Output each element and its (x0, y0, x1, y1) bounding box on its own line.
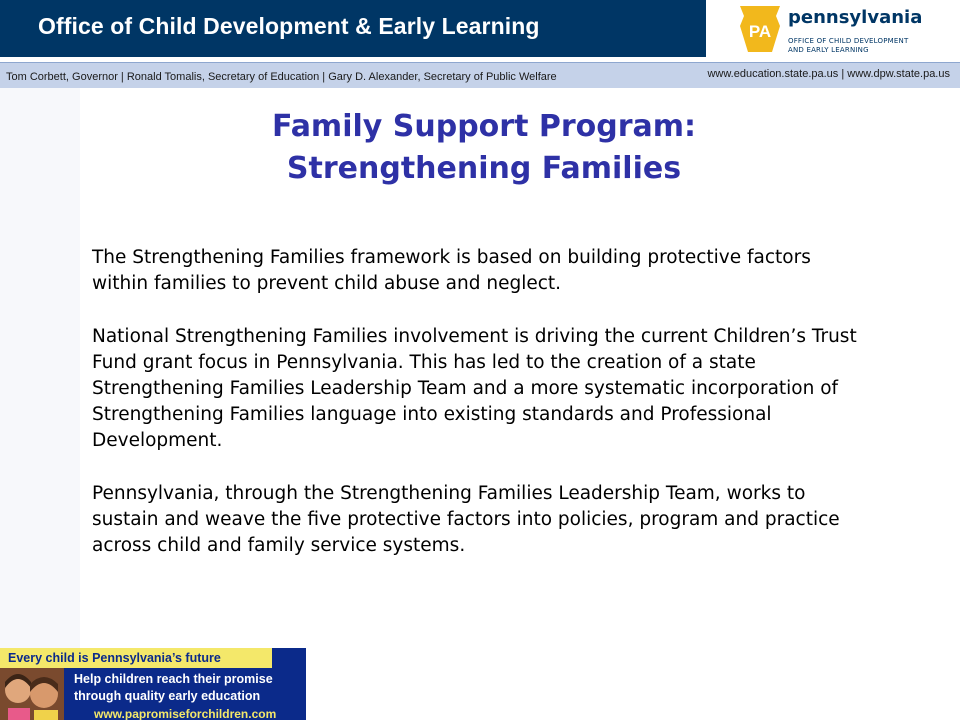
office-title: Office of Child Development & Early Learning (38, 13, 540, 39)
website-links[interactable]: www.education.state.pa.us | www.dpw.state.pa.us (707, 68, 950, 80)
paragraph-line: within families to prevent child abuse and neglect. (92, 273, 562, 294)
header-bar (0, 0, 960, 62)
paragraph-line: The Strengthening Families framework is based on building protective factors (92, 247, 811, 268)
banner-yellow-strip (0, 648, 272, 668)
slide-title-line2: Strengthening Families (286, 151, 682, 186)
logo-wordmark: pennsylvania (788, 7, 923, 28)
keystone-icon (738, 4, 782, 54)
paragraph-line: across child and family service systems. (92, 535, 466, 556)
left-decoration-strip (0, 88, 80, 648)
children-photo-icon (0, 668, 64, 720)
slide-title-line1: Family Support Program: (271, 109, 697, 144)
paragraph-line: Strengthening Families Leadership Team and a more systematic incorporation of (92, 378, 839, 399)
logo-mark-text: PA (748, 22, 772, 41)
promise-banner (0, 648, 306, 720)
paragraph-framework (92, 245, 912, 297)
logo-subtitle-line1: OFFICE OF CHILD DEVELOPMENT (788, 37, 909, 45)
title-band (0, 0, 706, 57)
paragraph-national-involvement (92, 324, 912, 454)
paragraph-line: Strengthening Families language into existing standards and Professional (92, 404, 772, 425)
paragraph-line: National Strengthening Families involvement is driving the current Children’s Trust (92, 326, 857, 347)
officials-band (0, 62, 960, 88)
paragraph-line: sustain and weave the five protective factors into policies, program and practice (92, 509, 840, 530)
officials-text: Tom Corbett, Governor | Ronald Tomalis, Secretary of Education | Gary D. Alexander, Secretary of Public Welfare (6, 71, 557, 83)
banner-website-link[interactable]: www.papromiseforchildren.com (94, 707, 277, 720)
paragraph-line: Pennsylvania, through the Strengthening Families Leadership Team, works to (92, 483, 806, 504)
paragraph-line: Development. (92, 430, 223, 451)
banner-help-line1: Help children reach their promise (74, 672, 273, 686)
logo-subtitle-line2: AND EARLY LEARNING (788, 46, 869, 54)
slide-body (92, 245, 912, 586)
paragraph-leadership-team (92, 481, 912, 559)
slide-title (200, 106, 768, 190)
paragraph-line: Fund grant focus in Pennsylvania. This has led to the creation of a state (92, 352, 756, 373)
children-photo (0, 668, 64, 720)
banner-help-line2: through quality early education (74, 689, 261, 703)
pennsylvania-logo (734, 2, 940, 58)
banner-future-text: Every child is Pennsylvania’s future (8, 651, 221, 665)
